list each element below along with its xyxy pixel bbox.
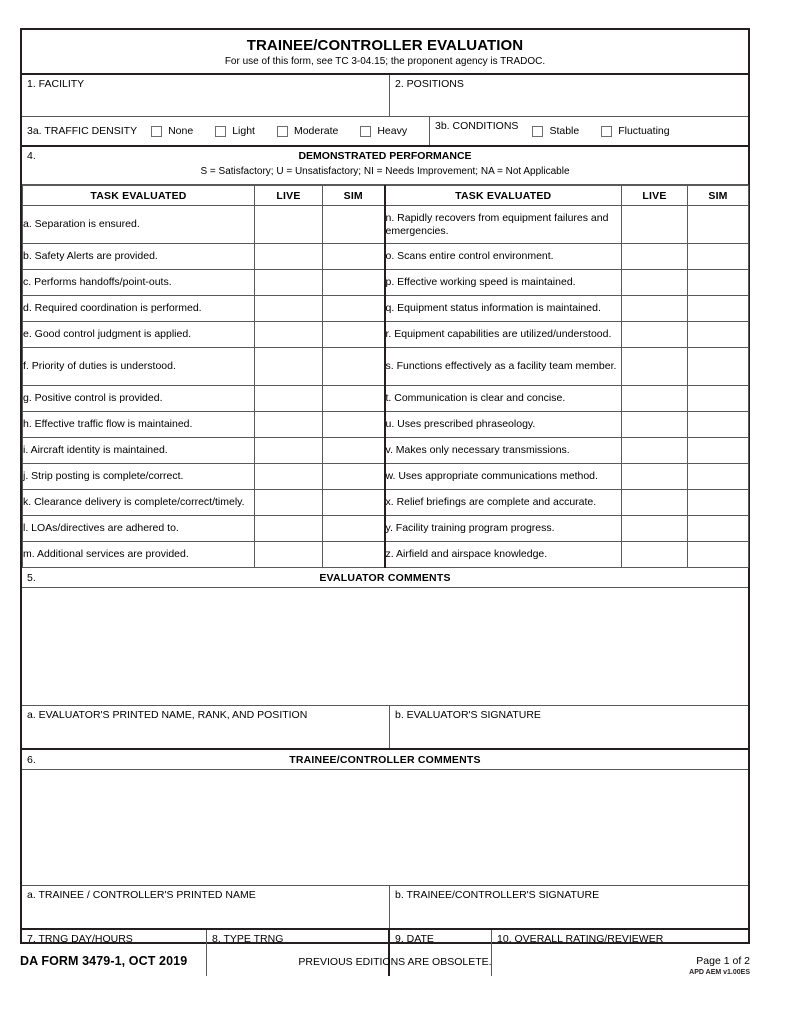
task-label-left: l. LOAs/directives are adhered to. <box>23 516 255 542</box>
task-label-right: t. Communication is clear and concise. <box>385 386 622 412</box>
live-checkbox-cell-left[interactable] <box>255 322 323 348</box>
sim-checkbox-cell-left[interactable] <box>323 206 385 244</box>
table-row <box>23 542 749 568</box>
conditions-options <box>532 125 691 137</box>
live-checkbox-cell-left[interactable] <box>255 542 323 568</box>
trainee-printed-name-label: a. TRAINEE / CONTROLLER'S PRINTED NAME <box>27 889 256 901</box>
sim-checkbox-cell-right[interactable] <box>688 542 749 568</box>
task-label-right: o. Scans entire control environment. <box>385 244 622 270</box>
demonstrated-performance-banner <box>22 147 748 185</box>
sim-checkbox-cell-right[interactable] <box>688 322 749 348</box>
live-checkbox-cell-left[interactable] <box>255 348 323 386</box>
checkbox-moderate[interactable] <box>277 125 360 137</box>
live-checkbox-cell-right[interactable] <box>622 206 688 244</box>
rating-legend: S = Satisfactory; U = Unsatisfactory; NI = Needs Improvement; NA = Not Applicable <box>200 166 570 177</box>
checkbox-icon[interactable] <box>532 126 543 137</box>
live-checkbox-cell-left[interactable] <box>255 412 323 438</box>
task-label-right: r. Equipment capabilities are utilized/understood. <box>385 322 622 348</box>
sim-checkbox-cell-right[interactable] <box>688 206 749 244</box>
live-checkbox-cell-right[interactable] <box>622 322 688 348</box>
evaluator-signature-row <box>22 706 748 750</box>
section-number: 5. <box>27 572 36 584</box>
sim-checkbox-cell-left[interactable] <box>323 542 385 568</box>
live-checkbox-cell-left[interactable] <box>255 296 323 322</box>
live-checkbox-cell-right[interactable] <box>622 244 688 270</box>
task-label-right: s. Functions effectively as a facility team member. <box>385 348 622 386</box>
checkbox-icon[interactable] <box>360 126 371 137</box>
live-checkbox-cell-right[interactable] <box>622 270 688 296</box>
checkbox-heavy[interactable] <box>360 125 413 137</box>
section-title: DEMONSTRATED PERFORMANCE <box>298 150 472 162</box>
task-label-right: w. Uses appropriate communications method. <box>385 464 622 490</box>
density-conditions-row <box>22 117 748 147</box>
header-task-evaluated-left: TASK EVALUATED <box>23 186 255 206</box>
checkbox-icon[interactable] <box>277 126 288 137</box>
live-checkbox-cell-left[interactable] <box>255 386 323 412</box>
trainee-comments-input[interactable] <box>22 770 748 886</box>
live-checkbox-cell-left[interactable] <box>255 244 323 270</box>
task-label-right: p. Effective working speed is maintained. <box>385 270 622 296</box>
date-label: 9. DATE <box>395 933 434 945</box>
checkbox-label: Stable <box>549 125 580 137</box>
form-footer <box>20 952 750 992</box>
task-label-right: q. Equipment status information is maintained. <box>385 296 622 322</box>
task-label-right: n. Rapidly recovers from equipment failures and emergencies. <box>385 206 622 244</box>
evaluator-comments-input[interactable] <box>22 588 748 706</box>
live-checkbox-cell-left[interactable] <box>255 270 323 296</box>
header-live-right: LIVE <box>622 186 688 206</box>
previous-editions-note: PREVIOUS EDITIONS ARE OBSOLETE. <box>298 956 492 968</box>
table-row <box>23 516 749 542</box>
checkbox-light[interactable] <box>215 125 277 137</box>
task-label-right: x. Relief briefings are complete and accurate. <box>385 490 622 516</box>
live-checkbox-cell-right[interactable] <box>622 516 688 542</box>
header-live-left: LIVE <box>255 186 323 206</box>
sim-checkbox-cell-right[interactable] <box>688 244 749 270</box>
sim-checkbox-cell-right[interactable] <box>688 296 749 322</box>
trng-day-hours-label: 7. TRNG DAY/HOURS <box>27 933 133 945</box>
apd-version: APD AEM v1.00ES <box>689 969 750 976</box>
sim-checkbox-cell-left[interactable] <box>323 412 385 438</box>
sim-checkbox-cell-left[interactable] <box>323 386 385 412</box>
task-label-left: c. Performs handoffs/point-outs. <box>23 270 255 296</box>
traffic-density-options <box>151 125 413 137</box>
live-checkbox-cell-right[interactable] <box>622 412 688 438</box>
task-label-left: e. Good control judgment is applied. <box>23 322 255 348</box>
facility-label: 1. FACILITY <box>27 78 85 90</box>
sim-checkbox-cell-left[interactable] <box>323 516 385 542</box>
table-row <box>23 438 749 464</box>
task-label-left: m. Additional services are provided. <box>23 542 255 568</box>
table-header-row <box>23 186 749 206</box>
task-label-left: k. Clearance delivery is complete/correct/timely. <box>23 490 255 516</box>
table-row <box>23 412 749 438</box>
task-label-right: z. Airfield and airspace knowledge. <box>385 542 622 568</box>
facility-positions-row <box>22 75 748 117</box>
trainee-comments-banner <box>22 750 748 770</box>
live-checkbox-cell-left[interactable] <box>255 464 323 490</box>
trainee-signature-label: b. TRAINEE/CONTROLLER'S SIGNATURE <box>395 889 600 901</box>
task-table-body <box>23 206 749 568</box>
checkbox-icon[interactable] <box>215 126 226 137</box>
live-checkbox-cell-right[interactable] <box>622 438 688 464</box>
task-label-left: j. Strip posting is complete/correct. <box>23 464 255 490</box>
table-row <box>23 490 749 516</box>
page-number: Page 1 of 2 <box>696 955 750 967</box>
positions-field[interactable] <box>390 75 748 116</box>
section-number: 4. <box>27 150 36 162</box>
task-label-right: u. Uses prescribed phraseology. <box>385 412 622 438</box>
sim-checkbox-cell-left[interactable] <box>323 490 385 516</box>
table-row <box>23 386 749 412</box>
trainee-signature-field[interactable] <box>390 886 748 928</box>
facility-field[interactable] <box>22 75 390 116</box>
task-label-left: a. Separation is ensured. <box>23 206 255 244</box>
live-checkbox-cell-right[interactable] <box>622 386 688 412</box>
sim-checkbox-cell-right[interactable] <box>688 386 749 412</box>
sim-checkbox-cell-right[interactable] <box>688 438 749 464</box>
header-task-evaluated-right: TASK EVALUATED <box>385 186 622 206</box>
task-label-left: i. Aircraft identity is maintained. <box>23 438 255 464</box>
live-checkbox-cell-left[interactable] <box>255 490 323 516</box>
table-row <box>23 296 749 322</box>
type-trng-label: 8. TYPE TRNG <box>212 933 284 945</box>
checkbox-icon[interactable] <box>601 126 612 137</box>
checkbox-label: None <box>168 125 194 137</box>
page-title: TRAINEE/CONTROLLER EVALUATION <box>246 37 524 54</box>
live-checkbox-cell-left[interactable] <box>255 438 323 464</box>
header-sim-right: SIM <box>688 186 749 206</box>
checkbox-stable[interactable] <box>532 125 601 137</box>
checkbox-label: Heavy <box>377 125 408 137</box>
table-row <box>23 348 749 386</box>
live-checkbox-cell-right[interactable] <box>622 542 688 568</box>
task-label-left: g. Positive control is provided. <box>23 386 255 412</box>
live-checkbox-cell-right[interactable] <box>622 464 688 490</box>
traffic-density-label: 3a. TRAFFIC DENSITY <box>27 125 138 137</box>
conditions-field <box>430 117 748 145</box>
task-label-left: d. Required coordination is performed. <box>23 296 255 322</box>
sim-checkbox-cell-left[interactable] <box>323 244 385 270</box>
sim-checkbox-cell-right[interactable] <box>688 348 749 386</box>
evaluator-comments-banner <box>22 568 748 588</box>
table-row <box>23 206 749 244</box>
positions-label: 2. POSITIONS <box>395 78 464 90</box>
task-label-right: v. Makes only necessary transmissions. <box>385 438 622 464</box>
checkbox-label: Moderate <box>293 125 339 137</box>
section-title: EVALUATOR COMMENTS <box>319 572 451 584</box>
live-checkbox-cell-right[interactable] <box>622 296 688 322</box>
sim-checkbox-cell-left[interactable] <box>323 296 385 322</box>
live-checkbox-cell-right[interactable] <box>622 348 688 386</box>
trainee-printed-name-field[interactable] <box>22 886 390 928</box>
form-outer-border <box>20 28 750 944</box>
sim-checkbox-cell-left[interactable] <box>323 464 385 490</box>
task-evaluation-table <box>22 185 749 568</box>
task-label-left: h. Effective traffic flow is maintained. <box>23 412 255 438</box>
evaluator-printed-name-field[interactable] <box>22 706 390 748</box>
evaluator-printed-name-label: a. EVALUATOR'S PRINTED NAME, RANK, AND POSITION <box>27 709 308 721</box>
sim-checkbox-cell-right[interactable] <box>688 516 749 542</box>
evaluator-signature-label: b. EVALUATOR'S SIGNATURE <box>395 709 541 721</box>
overall-rating-label: 10. OVERALL RATING/REVIEWER <box>497 933 664 945</box>
evaluator-signature-field[interactable] <box>390 706 748 748</box>
table-row <box>23 270 749 296</box>
live-checkbox-cell-left[interactable] <box>255 516 323 542</box>
checkbox-label: Fluctuating <box>618 125 670 137</box>
sim-checkbox-cell-right[interactable] <box>688 490 749 516</box>
table-row <box>23 464 749 490</box>
sim-checkbox-cell-right[interactable] <box>688 464 749 490</box>
sim-checkbox-cell-left[interactable] <box>323 270 385 296</box>
table-row <box>23 322 749 348</box>
sim-checkbox-cell-right[interactable] <box>688 412 749 438</box>
header-sim-left: SIM <box>323 186 385 206</box>
table-row <box>23 244 749 270</box>
form-subtitle: For use of this form, see TC 3-04.15; the proponent agency is TRADOC. <box>224 56 546 67</box>
trainee-signature-row <box>22 886 748 930</box>
task-label-left: f. Priority of duties is understood. <box>23 348 255 386</box>
sim-checkbox-cell-left[interactable] <box>323 322 385 348</box>
checkbox-icon[interactable] <box>151 126 162 137</box>
live-checkbox-cell-left[interactable] <box>255 206 323 244</box>
traffic-density-field <box>22 117 430 145</box>
sim-checkbox-cell-left[interactable] <box>323 438 385 464</box>
conditions-label: 3b. CONDITIONS <box>435 120 519 132</box>
task-label-right: y. Facility training program progress. <box>385 516 622 542</box>
live-checkbox-cell-right[interactable] <box>622 490 688 516</box>
sim-checkbox-cell-left[interactable] <box>323 348 385 386</box>
checkbox-label: Light <box>232 125 255 137</box>
checkbox-none[interactable] <box>151 125 215 137</box>
section-number: 6. <box>27 754 36 766</box>
task-label-left: b. Safety Alerts are provided. <box>23 244 255 270</box>
sim-checkbox-cell-right[interactable] <box>688 270 749 296</box>
form-title-block <box>22 30 748 75</box>
checkbox-fluctuating[interactable] <box>601 125 691 137</box>
section-title: TRAINEE/CONTROLLER COMMENTS <box>289 754 481 766</box>
form-id: DA FORM 3479-1, OCT 2019 <box>20 954 188 968</box>
